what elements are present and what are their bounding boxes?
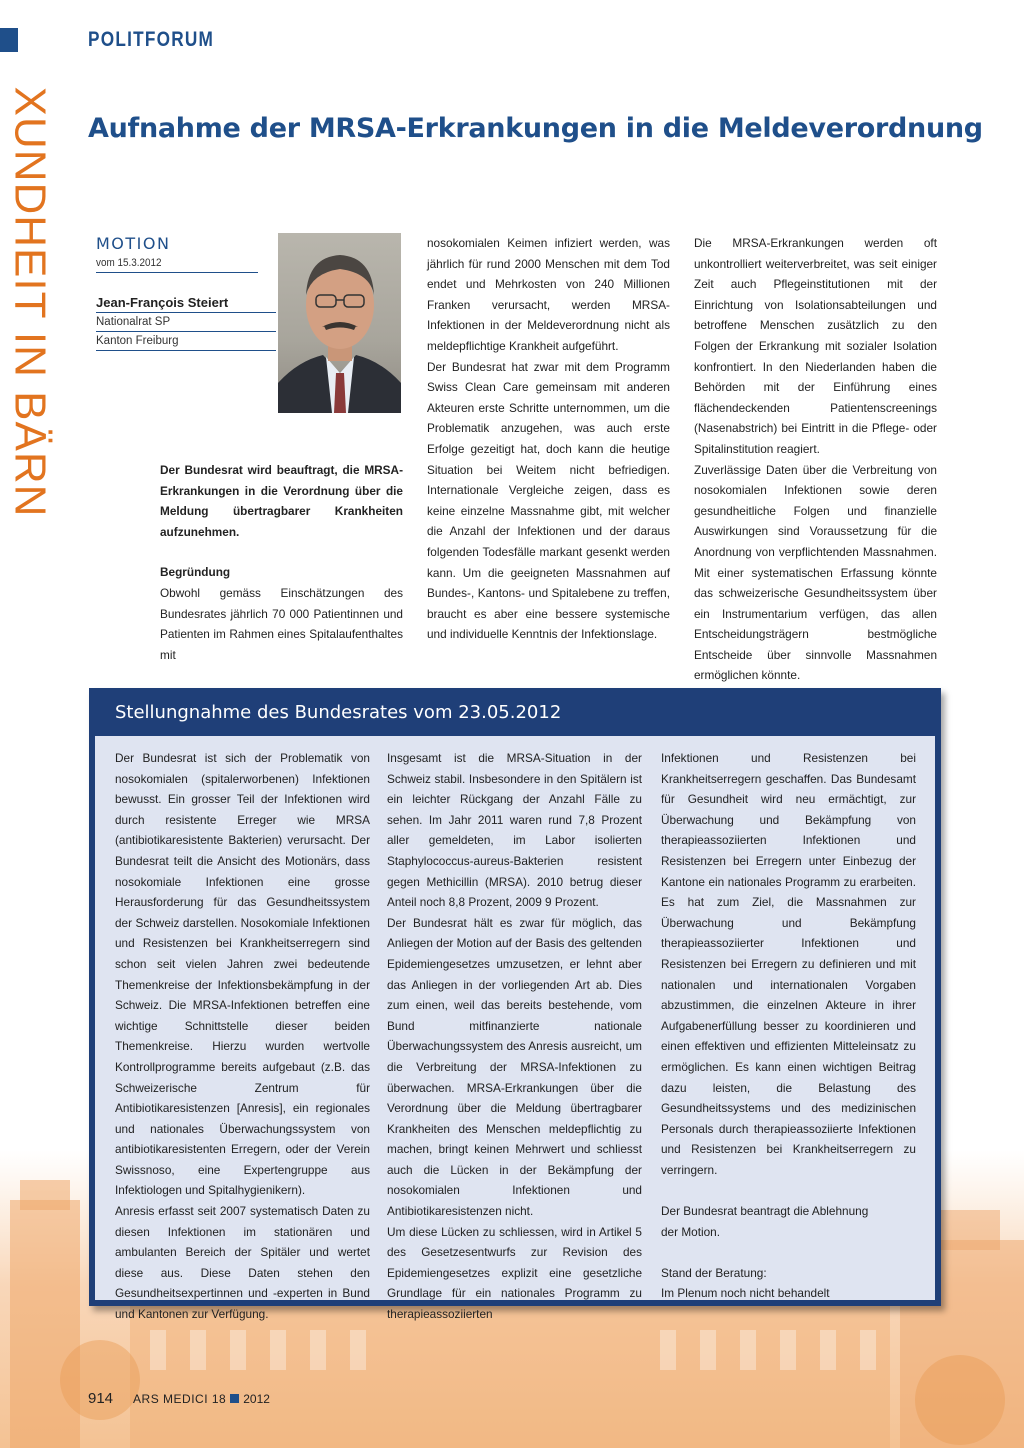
paragraph: Der Bundesrat hat zwar mit dem Programm Swiss Clean Care gemeinsam mit anderen Akteuren erste Schritte unternommen, um die Problematik anzugehen, was auch erste Erfolge gezeitigt hat, doch kann die heutige Situation bei Weitem nicht befriedigen. Internationale Vergleiche zeigen, dass es keine einzelne Massnahme gibt, mit welcher die Anzahl der Infektionen und der daraus folgenden Todesfälle markant gesenkt werden kann. Um die geeigneten Massnahmen auf Bundes-, Kantons- und Spitalebene zu treffen, braucht es aber eine bessere systemische und individuelle Kenntnis der Infektionslage. [427,359,670,642]
article-headline: Aufnahme der MRSA-Erkrankungen in die Meldeverordnung [88,113,983,144]
author-name: Jean-François Steiert [96,295,276,313]
statement-column-3 [661,748,916,1304]
side-column-title-text: XUNDHEIT IN BÄRN [5,86,54,518]
author-canton: Kanton Freiburg [96,332,276,351]
motion-info [96,234,276,351]
magazine-year: 2012 [243,1392,270,1406]
paragraph: Anresis erfasst seit 2007 systematisch Daten zu diesen Infektionen im stationären und ambulanten Bereich der Spitäler und wertet diese aus. Diese Daten stehen den Gesundheitsexpertinnen und -experten in Bund und Kantonen zur Verfügung. [115,1204,370,1322]
side-column-title [5,86,54,518]
federal-council-statement-box [89,688,941,1322]
statement-title: Stellungnahme des Bundesrates vom 23.05.2012 [115,702,562,723]
motion-request: Der Bundesrat wird beauftragt, die MRSA-Erkrankungen in die Verordnung über die Meldung übertragbarer Krankheiten aufzunehmen. [160,463,403,539]
paragraph: nosokomialen Keimen infiziert werden, was jährlich für rund 2000 Menschen mit dem Tod endet und Mehrkosten von 240 Millionen Franken verursacht, werden MRSA-Infektionen in der Meldeverordnung nicht als meldepflichtige Krankheit aufgeführt. [427,236,670,353]
article-column-2 [427,233,670,645]
status-label: Stand der Beratung: [661,1265,767,1280]
status-value: Im Plenum noch nicht behandelt [661,1286,830,1301]
paragraph: Infektionen und Resistenzen bei Krankheitserregern geschaffen. Das Bundesamt für Gesundheit wird neu ermächtigt, zur Überwachung und Bekämpfung von therapieassoziierten Infektionen und Resistenzen bei Erregern unter Einbezug der Kantone ein nationales Programm zu erarbeiten. Es hat zum Ziel, die Massnahmen zur Überwachung und Bekämpfung therapieassoziierter Infektionen und Resistenzen bei Erregern zu definieren und mit nationalen und internationalen Vorgaben abzustimmen, die einzelnen Akteure in ihrer Aufgabenerfüllung besser zu koordinieren und einen effektiven und effizienten Mitteleinsatz zu ermöglichen. Es kann einen wichtigen Beitrag dazu leisten, die Belastung des Gesundheitssystems und des medizinischen Personals durch therapieassoziierte Infektionen und Resistenzen bei Krankheitserregern zu verringern. [661,751,916,1177]
statement-body [95,736,935,1322]
paragraph: Insgesamt ist die MRSA-Situation in der Schweiz stabil. Insbesondere in den Spitälern ist ein leichter Rückgang der Anzahl Fälle zu sehen. Im Jahr 2011 waren rund 7,8 Prozent aller gemeldeten, im Labor isolierten Staphylococcus-aureus-Bakterien resistent gegen Methicillin (MRSA). 2010 betrug dieser Anteil noch 8,8 Prozent, 2009 9 Prozent. [387,751,642,910]
author-role: Nationalrat SP [96,313,276,332]
paragraph: Der Bundesrat ist sich der Problematik von nosokomialen (spitalerworbenen) Infektionen bewusst. Ein grosser Teil der Infektionen wird durch resistente Erreger wie MRSA (antibiotikaresistente Bakterien) verursacht. Der Bundesrat teilt die Ansicht des Motionärs, dass nosokomiale Infektionen eine grosse Herausforderung für das Gesundheitssystem der Schweiz darstellen. Nosokomiale Infektionen und Resistenzen bei Krankheitserregern sind schon seit vielen Jahren zwei bedeutende Themenkreise der Infektionsbekämpfung in der Schweiz. Die MRSA-Infektionen betreffen eine wichtige Schnittstelle dieser beiden Themenkreise. Hierzu wurden wertvolle Kontrollprogramme bereits aufgebaut (z.B. das Schweizerische Zentrum für Antibiotikaresistenzen [Anresis], ein regionales und nationales Überwachungssystem von antibiotikaresistenten Erregern, oder der Verein Swissnoso, eine Expertengruppe aus Infektiologen und Spitalhygienikern). [115,751,370,1198]
magazine-name: ARS MEDICI 18 [133,1392,227,1406]
paragraph: Die MRSA-Erkrankungen werden oft unkontrolliert weiterverbreitet, was seit einiger Zeit auch Pflegeinstitutionen mit der Einrichtung von Isolationsabteilungen und betroffene Menschen zusätzlich zu den Folgen der Erkrankung mit sozialer Isolation konfrontiert. In den Niederlanden haben die Behörden mit der Einführung eines flächendeckenden Patientenscreenings (Nasenabstrich) bei Eintritt in die Pflege- oder Spitalinstitution reagiert. [694,236,937,456]
article-intro-column [160,460,403,665]
reason-heading: Begründung [160,565,231,580]
square-icon [230,1394,239,1403]
section-label: POLITFORUM [88,28,215,51]
conclusion-line: der Motion. [661,1224,721,1239]
reason-text: Obwohl gemäss Einschätzungen des Bundesrates jährlich 70 000 Patientinnen und Patienten im Rahmen eines Spitalaufenthaltes mit [160,585,403,662]
author-portrait [278,233,401,413]
paragraph: Zuverlässige Daten über die Verbreitung von nosokomialen Infektionen sowie deren gesundheitliche Folgen und finanzielle Auswirkungen sind Voraussetzung für die Anordnung von verpflichtenden Massnahmen. Mit einer systematischen Erfassung könnte das schweizerische Gesundheitssystem über ein Instrumentarium verfügen, das allen Entscheidungsträgern bestmögliche Entscheide über sinnvolle Massnahmen ermöglichen könnte. [694,462,937,683]
article-column-3 [694,233,937,686]
statement-column-2 [387,748,642,1325]
paragraph: Der Bundesrat hält es zwar für möglich, das Anliegen der Motion auf der Basis des geltenden Epidemiengesetzes umzusetzen, er lehnt aber das Anliegen in der vorliegenden Art ab. Dies zum einen, weil das bereits bestehende, vom Bund mitfinanzierte nationale Überwachungssystem des Anresis ausreicht, um die Verbreitung der MRSA-Infektionen zu überwachen. MRSA-Erkrankungen über die Verordnung über die Meldung übertragbarer Krankheiten des Menschen meldepflichtig zu machen, bringt keinen Mehrwert und schliesst auch die Lücken in der Bekämpfung der nosokomialen Infektionen und Antibiotikaresistenzen nicht. [387,915,642,1219]
page-footer [88,1390,270,1407]
section-marker [0,28,18,52]
motion-date: vom 15.3.2012 [96,257,258,273]
paragraph: Um diese Lücken zu schliessen, wird in Artikel 5 des Gesetzesentwurfs zur Revision des Epidemiengesetzes explizit eine gesetzliche Grundlage für ein nationales Programm zu therapieassoziierten [387,1224,642,1322]
conclusion-line: Der Bundesrat beantragt die Ablehnung [661,1204,869,1219]
statement-column-1 [115,748,370,1325]
page-number: 914 [88,1390,114,1407]
motion-label: MOTION [96,234,171,253]
